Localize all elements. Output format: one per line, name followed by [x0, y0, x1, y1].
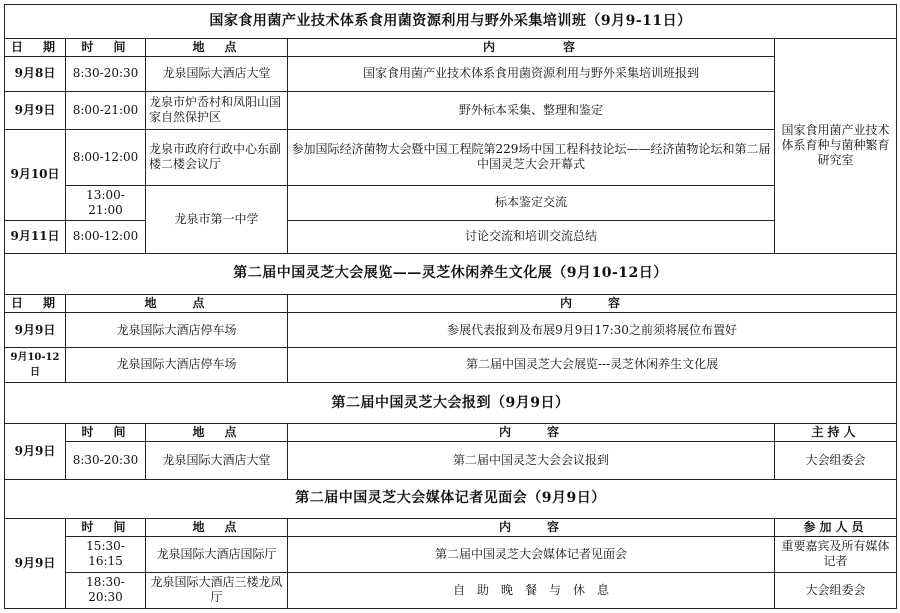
row-time: 8:30-20:30 [66, 56, 146, 91]
row-date: 9月11日 [5, 220, 66, 253]
row-time: 15:30-16:15 [66, 536, 146, 572]
row-date: 9月9日 [5, 424, 66, 479]
header-place: 地 点 [146, 424, 288, 442]
row-place: 龙泉国际大酒店停车场 [66, 347, 288, 382]
row-content: 标本鉴定交流 [288, 186, 775, 221]
header-content: 内 容 [288, 295, 897, 313]
row-time: 8:00-12:00 [66, 220, 146, 253]
section-title-training: 国家食用菌产业技术体系食用菌资源利用与野外采集培训班（9月9-11日） [5, 5, 897, 39]
row-place: 龙泉国际大酒店三楼龙凤厅 [146, 572, 288, 608]
row-place: 龙泉国际大酒店停车场 [66, 313, 288, 348]
section-title-registration: 第二届中国灵芝大会报到（9月9日） [5, 382, 897, 424]
header-place: 地 点 [146, 38, 288, 56]
row-content: 自 助 晚 餐 与 休 息 [288, 572, 775, 608]
row-content: 参展代表报到及布展9月9日17:30之前须将展位布置好 [288, 313, 897, 348]
row-place: 龙泉国际大酒店大堂 [146, 442, 288, 479]
row-time: 8:00-21:00 [66, 91, 146, 129]
header-time: 时 间 [66, 424, 146, 442]
row-place: 龙泉市政府行政中心东副楼二楼会议厅 [146, 129, 288, 185]
header-time: 时 间 [66, 518, 146, 536]
header-date: 日 期 [5, 38, 66, 56]
row-time: 8:00-12:00 [66, 129, 146, 185]
row-participants: 大会组委会 [775, 572, 897, 608]
row-date: 9月10日 [5, 129, 66, 220]
header-participants: 参加人员 [775, 518, 897, 536]
header-content: 内 容 [288, 424, 775, 442]
organizer-cell: 国家食用菌产业技术体系育种与菌种繁育研究室 [775, 38, 897, 253]
header-content: 内 容 [288, 38, 775, 56]
row-content: 第二届中国灵芝大会展览---灵芝休闲养生文化展 [288, 347, 897, 382]
section-title-media: 第二届中国灵芝大会媒体记者见面会（9月9日） [5, 479, 897, 518]
row-content: 第二届中国灵芝大会会议报到 [288, 442, 775, 479]
header-content: 内 容 [288, 518, 775, 536]
header-host: 主持人 [775, 424, 897, 442]
row-place: 龙泉市第一中学 [146, 186, 288, 253]
row-content: 第二届中国灵芝大会媒体记者见面会 [288, 536, 775, 572]
row-date: 9月9日 [5, 313, 66, 348]
header-time: 时 间 [66, 38, 146, 56]
row-date: 9月9日 [5, 518, 66, 608]
row-time: 18:30-20:30 [66, 572, 146, 608]
row-date: 9月10-12日 [5, 347, 66, 382]
row-participants: 重要嘉宾及所有媒体记者 [775, 536, 897, 572]
row-content: 野外标本采集、整理和鉴定 [288, 91, 775, 129]
header-place: 地 点 [66, 295, 288, 313]
row-time: 8:30-20:30 [66, 442, 146, 479]
header-place: 地 点 [146, 518, 288, 536]
row-content: 国家食用菌产业技术体系食用菌资源利用与野外采集培训班报到 [288, 56, 775, 91]
row-content: 参加国际经济菌物大会暨中国工程院第229场中国工程科技论坛——经济菌物论坛和第二届中国灵芝大会开幕式 [288, 129, 775, 185]
row-time: 13:00-21:00 [66, 186, 146, 221]
row-date: 9月8日 [5, 56, 66, 91]
row-place: 龙泉国际大酒店国际厅 [146, 536, 288, 572]
row-place: 龙泉市炉岙村和凤阳山国家自然保护区 [146, 91, 288, 129]
schedule-table [4, 4, 897, 609]
section-title-exhibition: 第二届中国灵芝大会展览——灵芝休闲养生文化展（9月10-12日） [5, 253, 897, 295]
row-date: 9月9日 [5, 91, 66, 129]
row-host: 大会组委会 [775, 442, 897, 479]
row-place: 龙泉国际大酒店大堂 [146, 56, 288, 91]
header-date: 日 期 [5, 295, 66, 313]
row-content: 讨论交流和培训交流总结 [288, 220, 775, 253]
